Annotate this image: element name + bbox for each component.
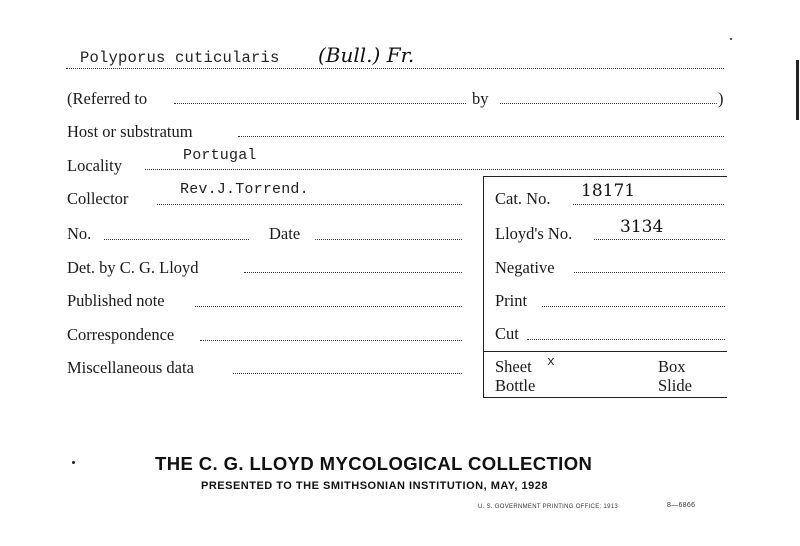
print-line [542, 306, 725, 307]
locality-label: Locality [67, 156, 122, 175]
misc-data-label: Miscellaneous data [67, 358, 194, 377]
right-box-top-border [483, 176, 727, 177]
sheet-mark: x [547, 354, 556, 369]
published-note-line [195, 306, 462, 307]
sheet-label: Sheet [495, 357, 532, 376]
cat-no-line [573, 204, 724, 205]
published-note-label: Published note [67, 291, 165, 310]
locality-line [145, 169, 724, 170]
scan-speck [730, 38, 732, 40]
lloyd-no-value: 3134 [620, 217, 664, 237]
det-by-label: Det. by C. G. Lloyd [67, 258, 199, 277]
host-line [238, 136, 724, 137]
box-label: Box [658, 357, 686, 376]
species-name: Polyporus cuticularis [80, 49, 280, 67]
slide-label: Slide [658, 376, 692, 395]
date-label: Date [269, 224, 301, 243]
cat-no-label: Cat. No. [495, 189, 551, 208]
collector-value: Rev.J.Torrend. [180, 181, 309, 198]
cat-no-value: 18171 [581, 181, 636, 201]
lloyd-no-line [594, 239, 725, 240]
correspondence-line [200, 340, 462, 341]
collection-subtitle: PRESENTED TO THE SMITHSONIAN INSTITUTION, MAY, 1928 [201, 480, 548, 492]
right-box-bottom-border [483, 397, 727, 398]
collector-label: Collector [67, 189, 129, 208]
close-paren: ) [718, 89, 724, 108]
cut-label: Cut [495, 324, 519, 343]
cut-line [527, 339, 725, 340]
referred-to-line [174, 103, 466, 104]
host-label: Host or substratum [67, 122, 193, 141]
bottle-label: Bottle [495, 376, 536, 395]
by-line [500, 103, 717, 104]
negative-line [574, 272, 725, 273]
no-line [104, 239, 249, 240]
species-authority: (Bull.) Fr. [318, 43, 415, 67]
collector-line [157, 204, 462, 205]
correspondence-label: Correspondence [67, 325, 175, 344]
collection-title: THE C. G. LLOYD MYCOLOGICAL COLLECTION [155, 453, 593, 474]
date-line [315, 239, 462, 240]
misc-data-line [233, 373, 462, 374]
print-label: Print [495, 291, 528, 310]
locality-value: Portugal [183, 147, 257, 164]
printer-note: U. S. GOVERNMENT PRINTING OFFICE: 1913 [478, 504, 618, 510]
negative-label: Negative [495, 258, 555, 277]
lloyd-no-label: Lloyd's No. [495, 224, 573, 243]
right-box-divider [483, 351, 727, 352]
by-label: by [472, 89, 489, 108]
scan-speck [796, 60, 799, 120]
scan-speck [72, 461, 75, 464]
referred-to-label: (Referred to [67, 89, 148, 108]
det-by-line [244, 272, 462, 273]
form-number: 8—6866 [667, 502, 696, 509]
no-label: No. [67, 224, 92, 243]
right-box-left-border [483, 176, 484, 398]
species-line [66, 68, 724, 69]
